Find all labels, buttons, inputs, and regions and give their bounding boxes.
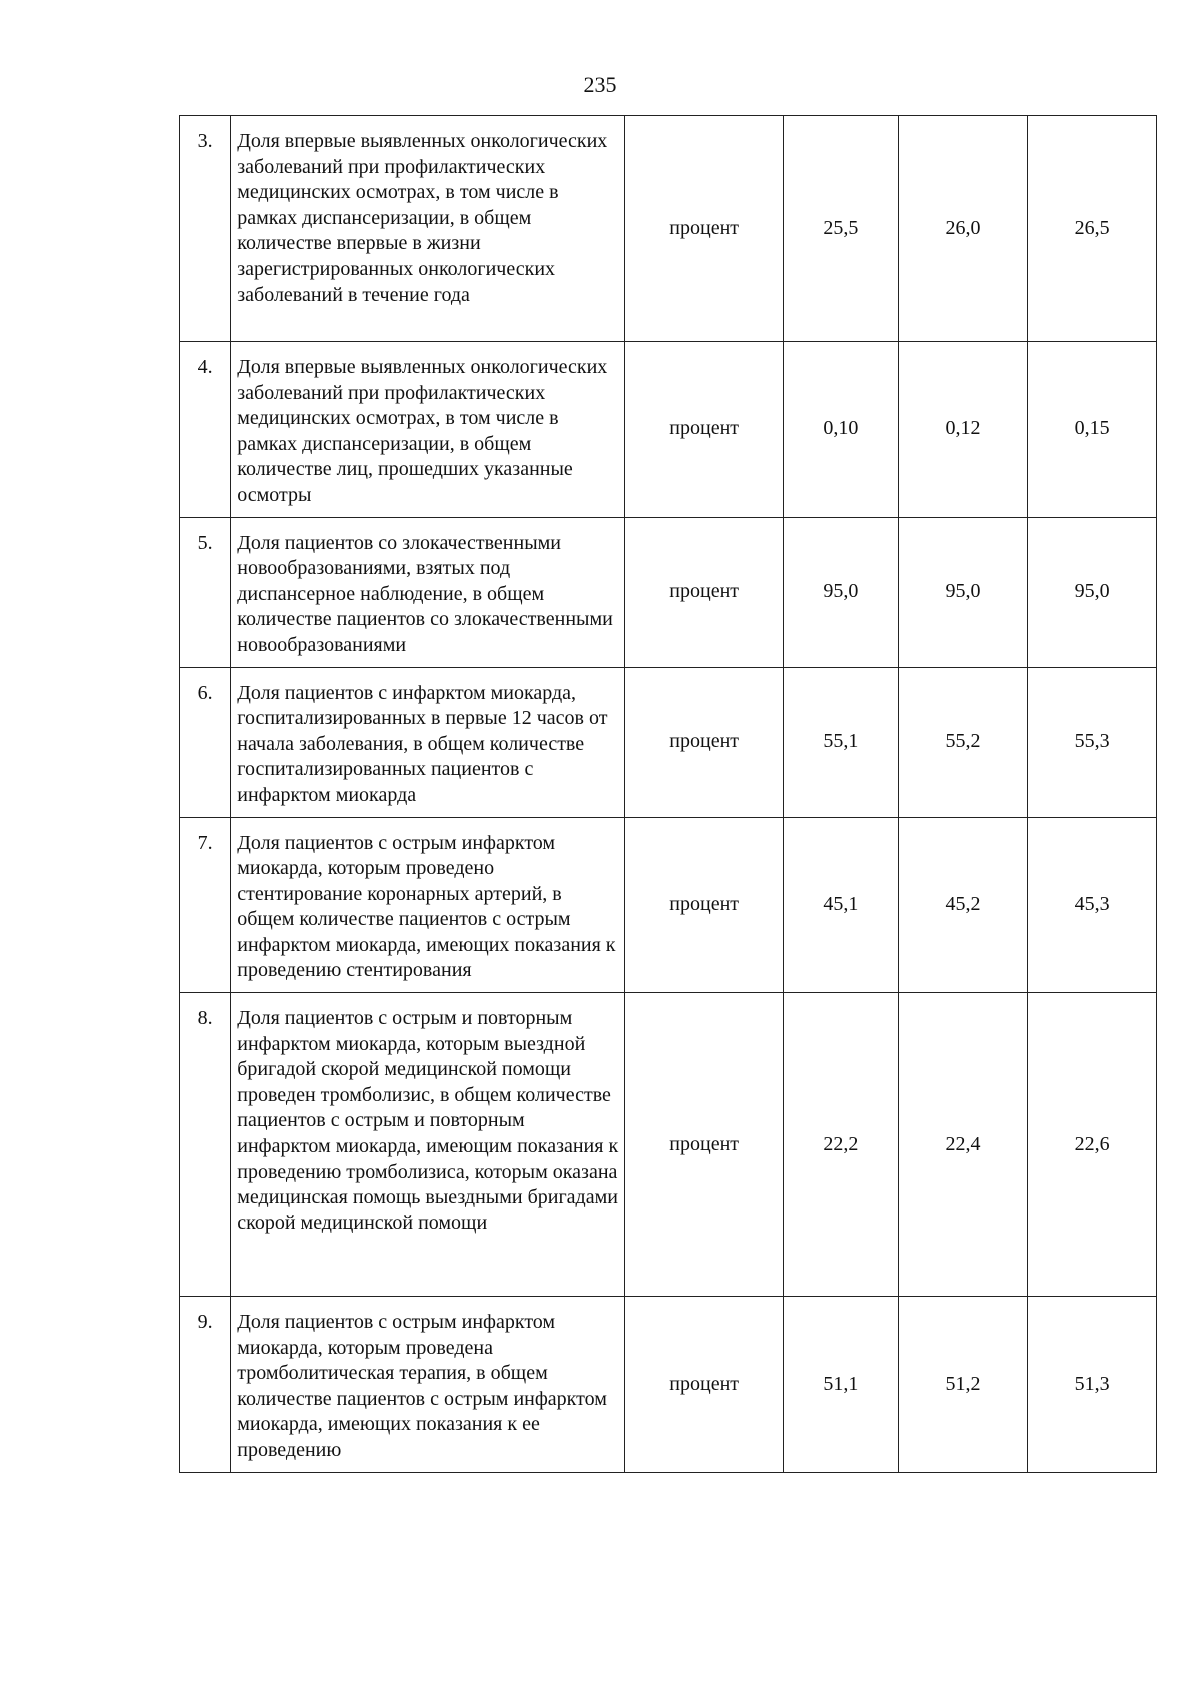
value-cell-year-1: 95,0	[784, 517, 899, 667]
table-row	[180, 667, 1157, 817]
indicator-name: Доля впервые выявленных онкологических заболеваний при профилактических медицинских осмотрах, в том числе в рамках диспансеризации, в общем количестве впервые в жизни зарегистрированных онкологических заболеваний в течение года	[231, 116, 625, 342]
table-row	[180, 342, 1157, 518]
row-number: 5.	[180, 517, 231, 667]
table-row	[180, 116, 1157, 342]
value-cell-year-2: 51,2	[898, 1297, 1028, 1473]
indicator-name: Доля пациентов с острым и повторным инфарктом миокарда, которым выездной бригадой скорой медицинской помощи проведен тромболизис, в общем количестве пациентов с острым и повторным инфарктом миокарда, имеющим показания к проведению тромболизиса, которым оказана медицинская помощь выездными бригадами скорой медицинской помощи	[231, 993, 625, 1297]
value-cell-year-3: 26,5	[1028, 116, 1157, 342]
unit-cell: процент	[625, 667, 784, 817]
value-cell-year-2: 26,0	[898, 116, 1028, 342]
row-number: 4.	[180, 342, 231, 518]
indicators-table	[179, 115, 1157, 1473]
indicator-name: Доля пациентов с острым инфарктом миокарда, которым проведена тромболитическая терапия, в общем количестве пациентов с острым инфарктом миокарда, имеющих показания к ее проведению	[231, 1297, 625, 1473]
unit-cell: процент	[625, 116, 784, 342]
unit-cell: процент	[625, 342, 784, 518]
value-cell-year-2: 95,0	[898, 517, 1028, 667]
value-cell-year-1: 22,2	[784, 993, 899, 1297]
indicator-name: Доля пациентов с инфарктом миокарда, госпитализированных в первые 12 часов от начала заболевания, в общем количестве госпитализированных пациентов с инфарктом миокарда	[231, 667, 625, 817]
unit-cell: процент	[625, 817, 784, 993]
table-row	[180, 517, 1157, 667]
value-cell-year-1: 25,5	[784, 116, 899, 342]
unit-cell: процент	[625, 993, 784, 1297]
row-number: 3.	[180, 116, 231, 342]
value-cell-year-3: 45,3	[1028, 817, 1157, 993]
table-row	[180, 1297, 1157, 1473]
indicator-name: Доля впервые выявленных онкологических заболеваний при профилактических медицинских осмотрах, в том числе в рамках диспансеризации, в общем количестве лиц, прошедших указанные осмотры	[231, 342, 625, 518]
value-cell-year-1: 0,10	[784, 342, 899, 518]
table-row	[180, 817, 1157, 993]
value-cell-year-1: 55,1	[784, 667, 899, 817]
value-cell-year-2: 45,2	[898, 817, 1028, 993]
table-row	[180, 993, 1157, 1297]
indicator-name: Доля пациентов со злокачественными новообразованиями, взятых под диспансерное наблюдение, в общем количестве пациентов со злокачественными новообразованиями	[231, 517, 625, 667]
row-number: 6.	[180, 667, 231, 817]
unit-cell: процент	[625, 517, 784, 667]
value-cell-year-3: 55,3	[1028, 667, 1157, 817]
value-cell-year-2: 22,4	[898, 993, 1028, 1297]
value-cell-year-2: 55,2	[898, 667, 1028, 817]
value-cell-year-2: 0,12	[898, 342, 1028, 518]
indicator-name: Доля пациентов с острым инфарктом миокарда, которым проведено стентирование коронарных артерий, в общем количестве пациентов с острым инфарктом миокарда, имеющих показания к проведению стентирования	[231, 817, 625, 993]
value-cell-year-3: 51,3	[1028, 1297, 1157, 1473]
value-cell-year-3: 0,15	[1028, 342, 1157, 518]
value-cell-year-3: 22,6	[1028, 993, 1157, 1297]
unit-cell: процент	[625, 1297, 784, 1473]
row-number: 8.	[180, 993, 231, 1297]
value-cell-year-1: 51,1	[784, 1297, 899, 1473]
row-number: 9.	[180, 1297, 231, 1473]
page-number: 235	[583, 72, 617, 97]
value-cell-year-3: 95,0	[1028, 517, 1157, 667]
row-number: 7.	[180, 817, 231, 993]
value-cell-year-1: 45,1	[784, 817, 899, 993]
